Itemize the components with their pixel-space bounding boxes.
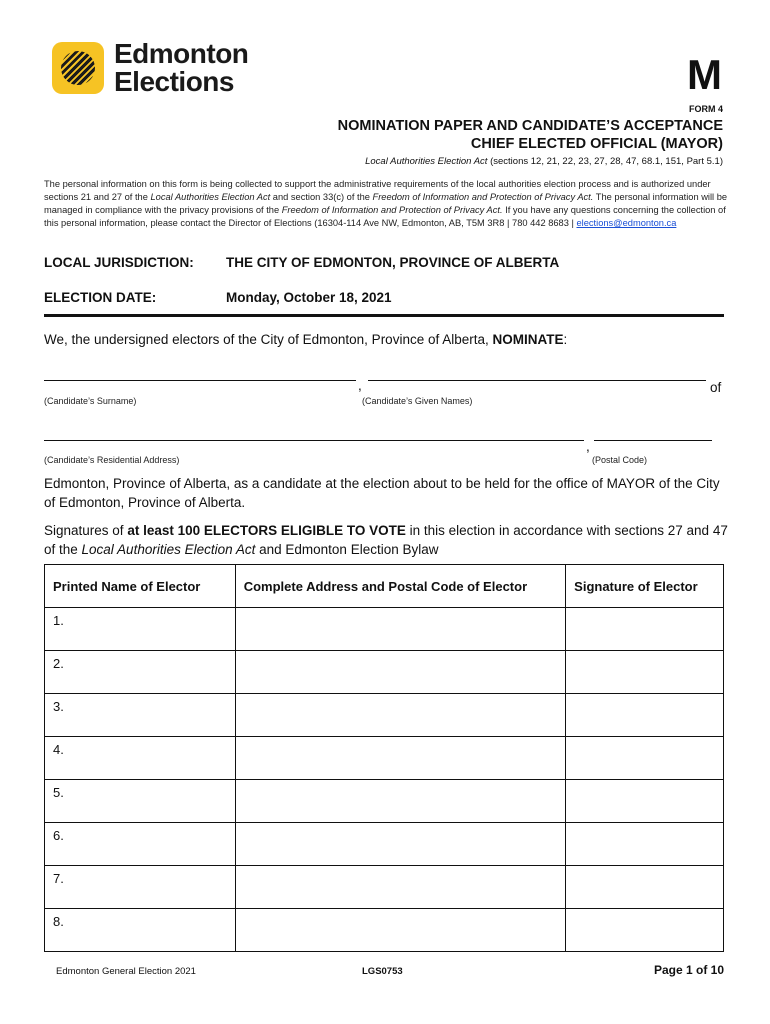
candidate-surname-field[interactable] — [44, 380, 356, 381]
elector-signature-cell[interactable] — [566, 608, 724, 651]
elector-signature-cell[interactable] — [566, 823, 724, 866]
logo-wordmark — [114, 40, 248, 96]
candidacy-statement: Edmonton, Province of Alberta, as a candidate at the election about to be held for the office of MAYOR of the City of Edmonton, Province of Alberta. — [44, 476, 720, 510]
header-printed-name: Printed Name of Elector — [45, 565, 236, 608]
postal-code-caption: (Postal Code) — [592, 455, 648, 465]
elector-name-cell[interactable]: 8. — [45, 909, 236, 952]
table-row — [45, 823, 724, 866]
election-date-value: Monday, October 18, 2021 — [226, 290, 392, 305]
jurisdiction-label: LOCAL JURISDICTION: — [44, 255, 194, 270]
privacy-act-2: Freedom of Information and Protection of Privacy Act. — [372, 192, 594, 202]
elector-name-cell[interactable]: 2. — [45, 651, 236, 694]
intro-text: We, the undersigned electors of the City of Edmonton, Province of Alberta, — [44, 332, 493, 347]
privacy-text-1: The personal information on this form is being collected to support the administrative requirements of the local authorities election process and is authorized under sections 21 and 27 of the — [44, 179, 711, 202]
logo-line-2: Elections — [114, 66, 234, 97]
elector-signature-cell[interactable] — [566, 866, 724, 909]
candidate-given-names-field[interactable] — [368, 380, 706, 381]
elector-address-cell[interactable] — [235, 694, 565, 737]
elector-address-cell[interactable] — [235, 780, 565, 823]
elector-name-cell[interactable]: 1. — [45, 608, 236, 651]
election-date-label: ELECTION DATE: — [44, 290, 157, 305]
candidate-postal-code-field[interactable] — [594, 440, 712, 441]
privacy-text-4: If you have any questions concerning the collection of this personal information, please contact the Director of Elections (16304-114 Ave NW, Edmonton, AB, T5M 3R8 | 780 442 8683 | — [44, 205, 726, 228]
elector-name-cell[interactable]: 6. — [45, 823, 236, 866]
elector-signature-cell[interactable] — [566, 909, 724, 952]
table-row — [45, 780, 724, 823]
name-comma: , — [358, 378, 362, 393]
elector-address-cell[interactable] — [235, 866, 565, 909]
header-address: Complete Address and Postal Code of Elector — [235, 565, 565, 608]
elector-name-cell[interactable]: 5. — [45, 780, 236, 823]
form-subtitle: CHIEF ELECTED OFFICIAL (MAYOR) — [470, 136, 723, 152]
act-reference — [365, 156, 723, 167]
req-text-1: Signatures of — [44, 523, 128, 538]
elector-name-cell[interactable]: 7. — [45, 866, 236, 909]
jurisdiction-value: THE CITY OF EDMONTON, PROVINCE OF ALBERTA — [226, 255, 560, 270]
section-divider — [44, 314, 724, 317]
given-names-caption: (Candidate’s Given Names) — [362, 396, 473, 406]
logo-line-1: Edmonton — [114, 38, 249, 69]
table-row — [45, 694, 724, 737]
elector-signature-cell[interactable] — [566, 737, 724, 780]
form-number: FORM 4 — [688, 104, 723, 114]
nomination-intro — [44, 332, 567, 347]
elector-signature-cell[interactable] — [566, 694, 724, 737]
privacy-notice — [44, 178, 728, 230]
req-text-2: in this election in accordance with sections 27 and 47 of the — [44, 523, 728, 557]
act-name: Local Authorities Election Act — [365, 156, 488, 167]
table-row — [45, 866, 724, 909]
elector-address-cell[interactable] — [235, 737, 565, 780]
signature-requirement — [44, 521, 728, 559]
intro-nominate: NOMINATE — [492, 332, 564, 347]
act-sections: (sections 12, 21, 22, 23, 27, 28, 47, 68.1, 151, Part 5.1) — [487, 156, 723, 167]
form-letter: M — [687, 51, 722, 98]
table-row — [45, 737, 724, 780]
req-bold: at least 100 ELECTORS ELIGIBLE TO VOTE — [127, 523, 406, 538]
elector-name-cell[interactable]: 3. — [45, 694, 236, 737]
address-comma: , — [586, 439, 590, 454]
surname-caption: (Candidate’s Surname) — [44, 396, 137, 406]
elector-address-cell[interactable] — [235, 608, 565, 651]
header-signature: Signature of Elector — [566, 565, 724, 608]
table-row — [45, 651, 724, 694]
privacy-act-1: Local Authorities Election Act — [150, 192, 271, 202]
privacy-text-2: and section 33(c) of the — [270, 192, 373, 202]
of-label: of — [710, 380, 722, 395]
candidate-address-field[interactable] — [44, 440, 584, 441]
elector-name-cell[interactable]: 4. — [45, 737, 236, 780]
address-caption: (Candidate’s Residential Address) — [44, 455, 180, 465]
elector-address-cell[interactable] — [235, 651, 565, 694]
form-title: NOMINATION PAPER AND CANDIDATE’S ACCEPTANCE — [337, 118, 723, 134]
req-text-3: and Edmonton Election Bylaw — [255, 542, 439, 557]
elector-signature-cell[interactable] — [566, 651, 724, 694]
elector-signature-cell[interactable] — [566, 780, 724, 823]
elector-signature-table — [44, 564, 724, 952]
privacy-act-3: Freedom of Information and Protection of Privacy Act. — [281, 205, 503, 215]
req-act: Local Authorities Election Act — [81, 542, 256, 557]
privacy-text-3: The personal information will be managed in compliance with the privacy provisions of the — [44, 192, 728, 215]
edmonton-elections-logo-icon — [52, 42, 104, 94]
table-row — [45, 608, 724, 651]
footer-page-number: Page 1 of 10 — [653, 963, 724, 977]
table-header-row — [45, 565, 724, 608]
intro-colon: : — [563, 332, 568, 347]
footer-election-name: Edmonton General Election 2021 — [56, 966, 196, 977]
email-link[interactable]: elections@edmonton.ca — [576, 218, 677, 228]
elector-address-cell[interactable] — [235, 909, 565, 952]
table-row — [45, 909, 724, 952]
footer-form-code: LGS0753 — [362, 966, 403, 977]
elector-address-cell[interactable] — [235, 823, 565, 866]
